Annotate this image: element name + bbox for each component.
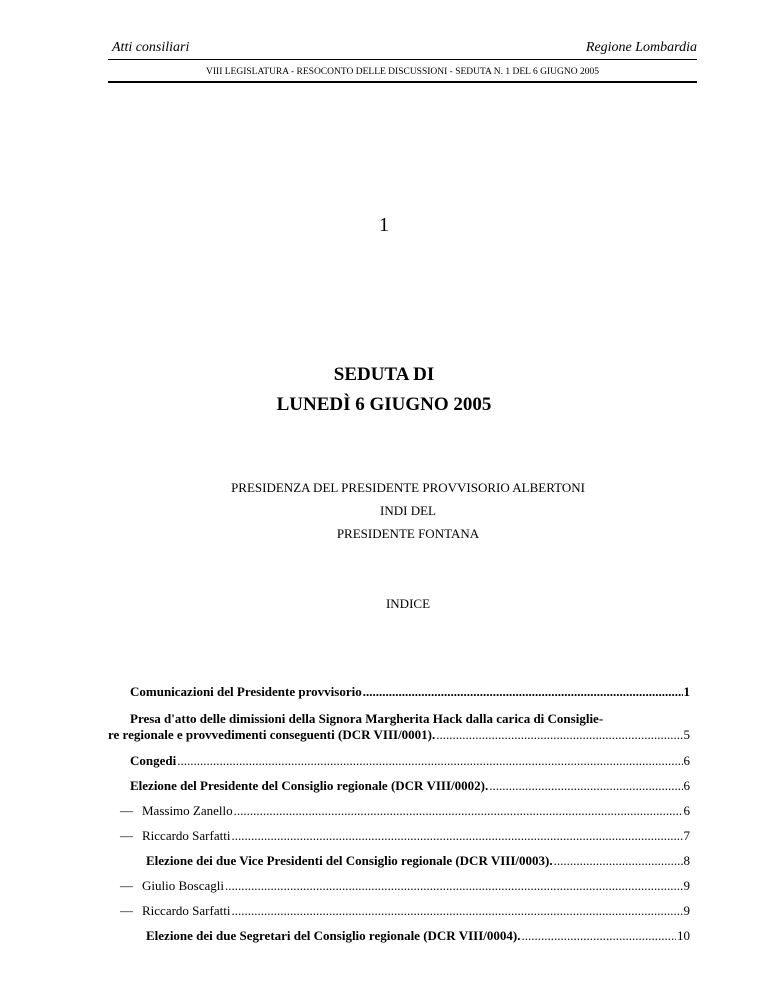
presidency-line-1: PRESIDENZA DEL PRESIDENTE PROVVISORIO ALBERTONI [231, 480, 585, 495]
toc-entry-page: 7 [683, 828, 690, 843]
dash-icon: — [120, 878, 133, 893]
title-line-2: LUNEDÌ 6 GIUGNO 2005 [276, 394, 492, 415]
toc-entry-page: 6 [683, 803, 690, 818]
toc-leader [234, 803, 683, 819]
toc-entry[interactable] [146, 928, 690, 944]
toc-entry-text: Elezione dei due Segretari del Consiglio regionale (DCR VIII/0004). [146, 928, 521, 943]
dash-icon: — [120, 803, 133, 818]
dash-icon: — [120, 828, 133, 843]
toc-entry-text: Congedi [130, 753, 177, 768]
page-title [0, 360, 768, 420]
toc-leader [436, 727, 682, 743]
toc-entry-page: 8 [683, 853, 690, 868]
toc-leader [177, 753, 682, 769]
toc-entry-text: Massimo Zanello [142, 803, 233, 818]
toc-entry-page: 5 [683, 727, 690, 742]
toc-entry[interactable] [146, 853, 690, 869]
toc-entry-text: Elezione dei due Vice Presidenti del Consiglio regionale (DCR VIII/0003). [146, 853, 553, 868]
header-rule-bottom [108, 81, 697, 83]
toc-entry[interactable] [120, 803, 690, 819]
toc-entry[interactable] [120, 878, 690, 894]
toc-entry-text: Comunicazioni del Presidente provvisorio [130, 684, 362, 699]
toc-entry-text: Giulio Boscagli [142, 878, 224, 893]
toc-leader [225, 878, 683, 894]
toc-entry-text-line1: Presa d'atto delle dimissioni della Signora Margherita Hack dalla carica di Consiglie- [130, 711, 604, 726]
toc-entry[interactable] [130, 684, 690, 700]
toc-entry-text: Riccardo Sarfatti [142, 903, 231, 918]
toc-entry-page: 10 [677, 928, 690, 943]
toc-entry-line1[interactable] [130, 711, 603, 727]
toc-leader [489, 778, 682, 794]
header-right: Regione Lombardia [585, 40, 697, 55]
toc-entry-page: 9 [683, 903, 690, 918]
toc-entry[interactable] [130, 778, 690, 794]
toc-entry-page: 1 [683, 684, 690, 699]
toc-leader [363, 684, 683, 700]
toc-entry[interactable] [120, 828, 690, 844]
toc-entry[interactable] [120, 903, 690, 919]
title-line-1: SEDUTA DI [333, 364, 435, 385]
index-heading: INDICE [385, 596, 431, 611]
toc-entry[interactable] [130, 753, 690, 769]
toc-leader [231, 828, 682, 844]
toc-entry-page: 9 [683, 878, 690, 893]
presidency-line-3: PRESIDENTE FONTANA [336, 526, 480, 541]
toc-entry-page: 6 [683, 753, 690, 768]
toc-entry-text: Elezione del Presidente del Consiglio regionale (DCR VIII/0002). [130, 778, 489, 793]
header-subtitle: VIII LEGISLATURA - RESOCONTO DELLE DISCUSSIONI - SEDUTA N. 1 DEL 6 GIUGNO 2005 [206, 67, 599, 77]
header-left: Atti consiliari [112, 40, 190, 55]
toc-leader [231, 903, 682, 919]
toc-entry-text: re regionale e provvedimenti conseguenti (DCR VIII/0001). [108, 727, 436, 742]
toc-leader [554, 853, 683, 869]
presidency-block [108, 476, 708, 545]
presidency-line-2: INDI DEL [380, 503, 436, 518]
toc-entry[interactable] [108, 727, 690, 743]
toc-leader [521, 928, 676, 944]
seduta-number: 1 [379, 214, 389, 236]
header-rule-top [108, 59, 697, 60]
toc-entry-text: Riccardo Sarfatti [142, 828, 231, 843]
toc-entry-page: 6 [683, 778, 690, 793]
dash-icon: — [120, 903, 133, 918]
